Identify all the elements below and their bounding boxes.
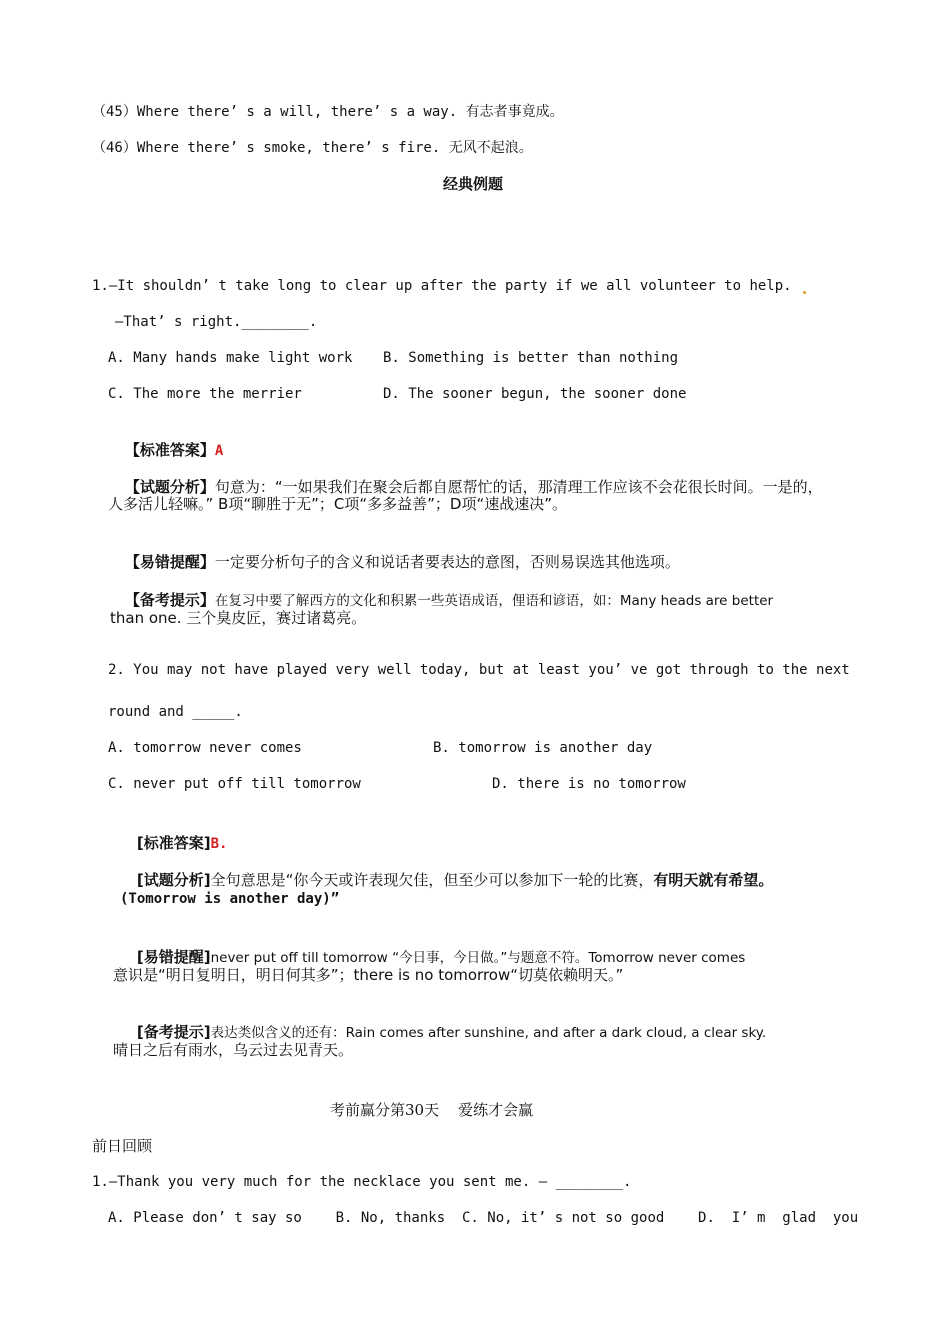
q2-error-line-1 <box>120 927 745 968</box>
q1-answer-line <box>108 420 223 461</box>
decorative-dot <box>803 291 806 294</box>
q1-option-b: B. Something is better than nothing <box>383 350 679 366</box>
q2-stem-2: round and _____. <box>108 704 243 720</box>
q2-answer-line <box>120 813 227 854</box>
analysis-text: 句意为：“一如果我们在聚会后都自愿帮忙的话，那清理工作应该不会花很长时间。一是的， <box>214 478 823 496</box>
q3-options: A. Please don’ t say so B. No, thanks C. No, it’ s not so good D. I’ m glad you <box>108 1210 859 1226</box>
answer-label: 【标准答案】 <box>124 441 215 459</box>
tip-text: 在复习中要了解西方的文化和积累一些英语成语，俚语和谚语，如：Many heads are better <box>214 593 774 609</box>
q1-analysis-line-2: 人多活儿轻嘛。” B项“聊胜于无”；C项“多多益善”；D项“速战速决”。 <box>108 495 567 513</box>
q2-option-c: C. never put off till tomorrow <box>108 776 361 792</box>
q3-stem: 1.—Thank you very much for the necklace you sent me. — ________. <box>92 1174 632 1190</box>
q2-analysis-line-1 <box>120 850 773 891</box>
q2-tip-line-2: 晴日之后有雨水，乌云过去见青天。 <box>113 1041 354 1059</box>
review-label: 前日回顾 <box>92 1137 153 1155</box>
q2-option-d: D. there is no tomorrow <box>492 776 686 792</box>
error-label: 【易错提醒】 <box>124 553 215 571</box>
q1-tip-line-1 <box>108 570 773 611</box>
q1-option-d: D. The sooner begun, the sooner done <box>383 386 687 402</box>
error-text: never put off till tomorrow “今日事，今日做。”与题意不符。Tomorrow never comes <box>210 950 746 966</box>
analysis-emphasis: 有明天就有希望。 <box>653 871 774 889</box>
proverb-45: （45）Where there’ s a will, there’ s a way. 有志者事竟成。 <box>92 104 564 120</box>
q1-option-a: A. Many hands make light work <box>108 350 353 366</box>
analysis-label: [试题分析] <box>136 871 211 889</box>
q2-option-a: A. tomorrow never comes <box>108 740 302 756</box>
proverb-46: （46）Where there’ s smoke, there’ s fire. 无风不起浪。 <box>92 140 533 156</box>
q2-error-line-2: 意识是“明日复明日，明日何其多”；there is no tomorrow“切莫依赖明天。” <box>113 966 624 984</box>
q1-stem: 1.—It shouldn’ t take long to clear up after the party if we all volunteer to help. <box>92 278 792 294</box>
q2-option-b: B. tomorrow is another day <box>433 740 653 756</box>
answer-value: A <box>214 443 224 459</box>
analysis-text: 全句意思是“你今天或许表现欠佳，但至少可以参加下一轮的比赛， <box>210 871 654 889</box>
tip-label: 【备考提示】 <box>124 591 215 609</box>
analysis-label: 【试题分析】 <box>124 478 215 496</box>
day-heading: 考前赢分第30天 爱练才会赢 <box>330 1101 534 1119</box>
answer-value: B. <box>210 836 228 852</box>
q2-analysis-line-2: (Tomorrow is another day)” <box>120 891 340 907</box>
q1-analysis-line-1 <box>108 457 823 498</box>
section-title: 经典例题 <box>443 175 504 193</box>
tip-text: 表达类似含义的还有：Rain comes after sunshine, and after a dark cloud, a clear sky. <box>210 1025 767 1041</box>
q1-error-line <box>108 532 680 573</box>
error-text: 一定要分析句子的含义和说话者要表达的意图，否则易误选其他选项。 <box>214 553 680 571</box>
q2-tip-line-1 <box>120 1002 766 1043</box>
q1-option-c: C. The more the merrier <box>108 386 302 402</box>
answer-label: [标准答案] <box>136 834 211 852</box>
tip-label: [备考提示] <box>136 1023 211 1041</box>
q1-reply: —That’ s right.________. <box>115 314 318 330</box>
error-label: [易错提醒] <box>136 948 211 966</box>
q2-stem-1: 2. You may not have played very well today, but at least you’ ve got through to the next <box>108 662 850 678</box>
q1-tip-line-2: than one. 三个臭皮匠，赛过诸葛亮。 <box>110 609 367 627</box>
